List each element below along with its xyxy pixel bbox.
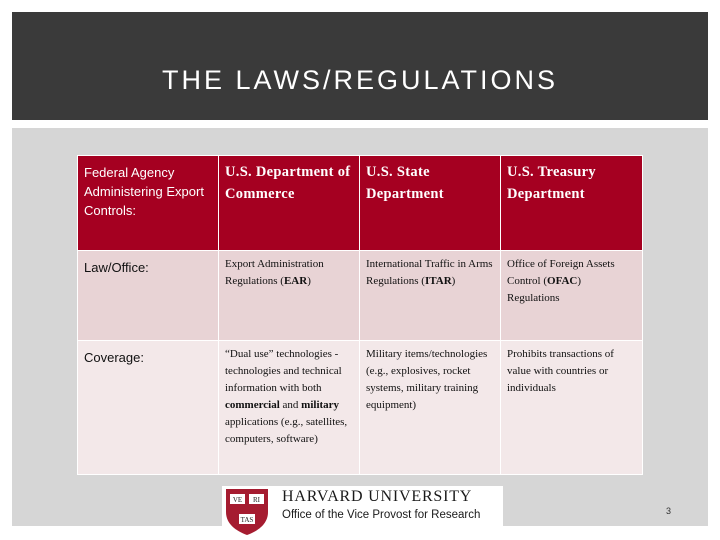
cell-treasury-law bbox=[501, 251, 643, 341]
cell-state-coverage: Military items/technologies (e.g., explosives, rocket systems, military training equipment) bbox=[360, 341, 501, 475]
shield-word-1: VE bbox=[232, 496, 243, 504]
harvard-logo bbox=[222, 486, 503, 536]
slide-title: THE LAWS/REGULATIONS bbox=[161, 65, 559, 95]
cell-treasury-coverage: Prohibits transactions of value with countries or individuals bbox=[501, 341, 643, 475]
header-treasury: U.S. Treasury Department bbox=[501, 156, 643, 251]
cell-commerce-law bbox=[219, 251, 360, 341]
text: “Dual use” technologies - technologies and technical information with both bbox=[225, 348, 342, 394]
acronym-itar: ITAR bbox=[424, 275, 452, 287]
header-state: U.S. State Department bbox=[360, 156, 501, 251]
harvard-shield-icon bbox=[222, 486, 272, 536]
shield-word-2: RI bbox=[253, 496, 260, 504]
acronym-ear: EAR bbox=[283, 275, 308, 287]
cell-commerce-coverage bbox=[219, 341, 360, 475]
text: ) bbox=[307, 275, 311, 287]
bold-military: military bbox=[301, 399, 340, 411]
page-number: 3 bbox=[666, 506, 672, 516]
table-row-coverage bbox=[78, 341, 643, 475]
table-header-row bbox=[78, 156, 643, 251]
logo-university-name: HARVARD UNIVERSITY bbox=[282, 488, 473, 505]
shield-word-3: TAS bbox=[240, 516, 254, 524]
text: Office of Foreign Assets Control ( bbox=[507, 258, 615, 287]
bold-commercial: commercial bbox=[225, 399, 280, 411]
table-row-law-office bbox=[78, 251, 643, 341]
title-bar bbox=[12, 12, 708, 120]
text: International Traffic in Arms Regulations ( bbox=[366, 258, 493, 287]
header-label: Federal Agency Administering Export Controls: bbox=[78, 156, 219, 251]
text: ) Regulations bbox=[507, 275, 582, 304]
cell-state-law bbox=[360, 251, 501, 341]
text: ) bbox=[451, 275, 456, 287]
header-commerce: U.S. Department of Commerce bbox=[219, 156, 360, 251]
text: applications (e.g., satellites, computers, software) bbox=[225, 416, 348, 445]
export-controls-table bbox=[77, 155, 643, 475]
row-label-law-office: Law/Office: bbox=[78, 251, 219, 341]
acronym-ofac: OFAC bbox=[547, 275, 578, 287]
text: Export Administration Regulations ( bbox=[225, 258, 324, 287]
logo-office-name: Office of the Vice Provost for Research bbox=[282, 509, 481, 521]
row-label-coverage: Coverage: bbox=[78, 341, 219, 475]
text: and bbox=[279, 399, 302, 411]
